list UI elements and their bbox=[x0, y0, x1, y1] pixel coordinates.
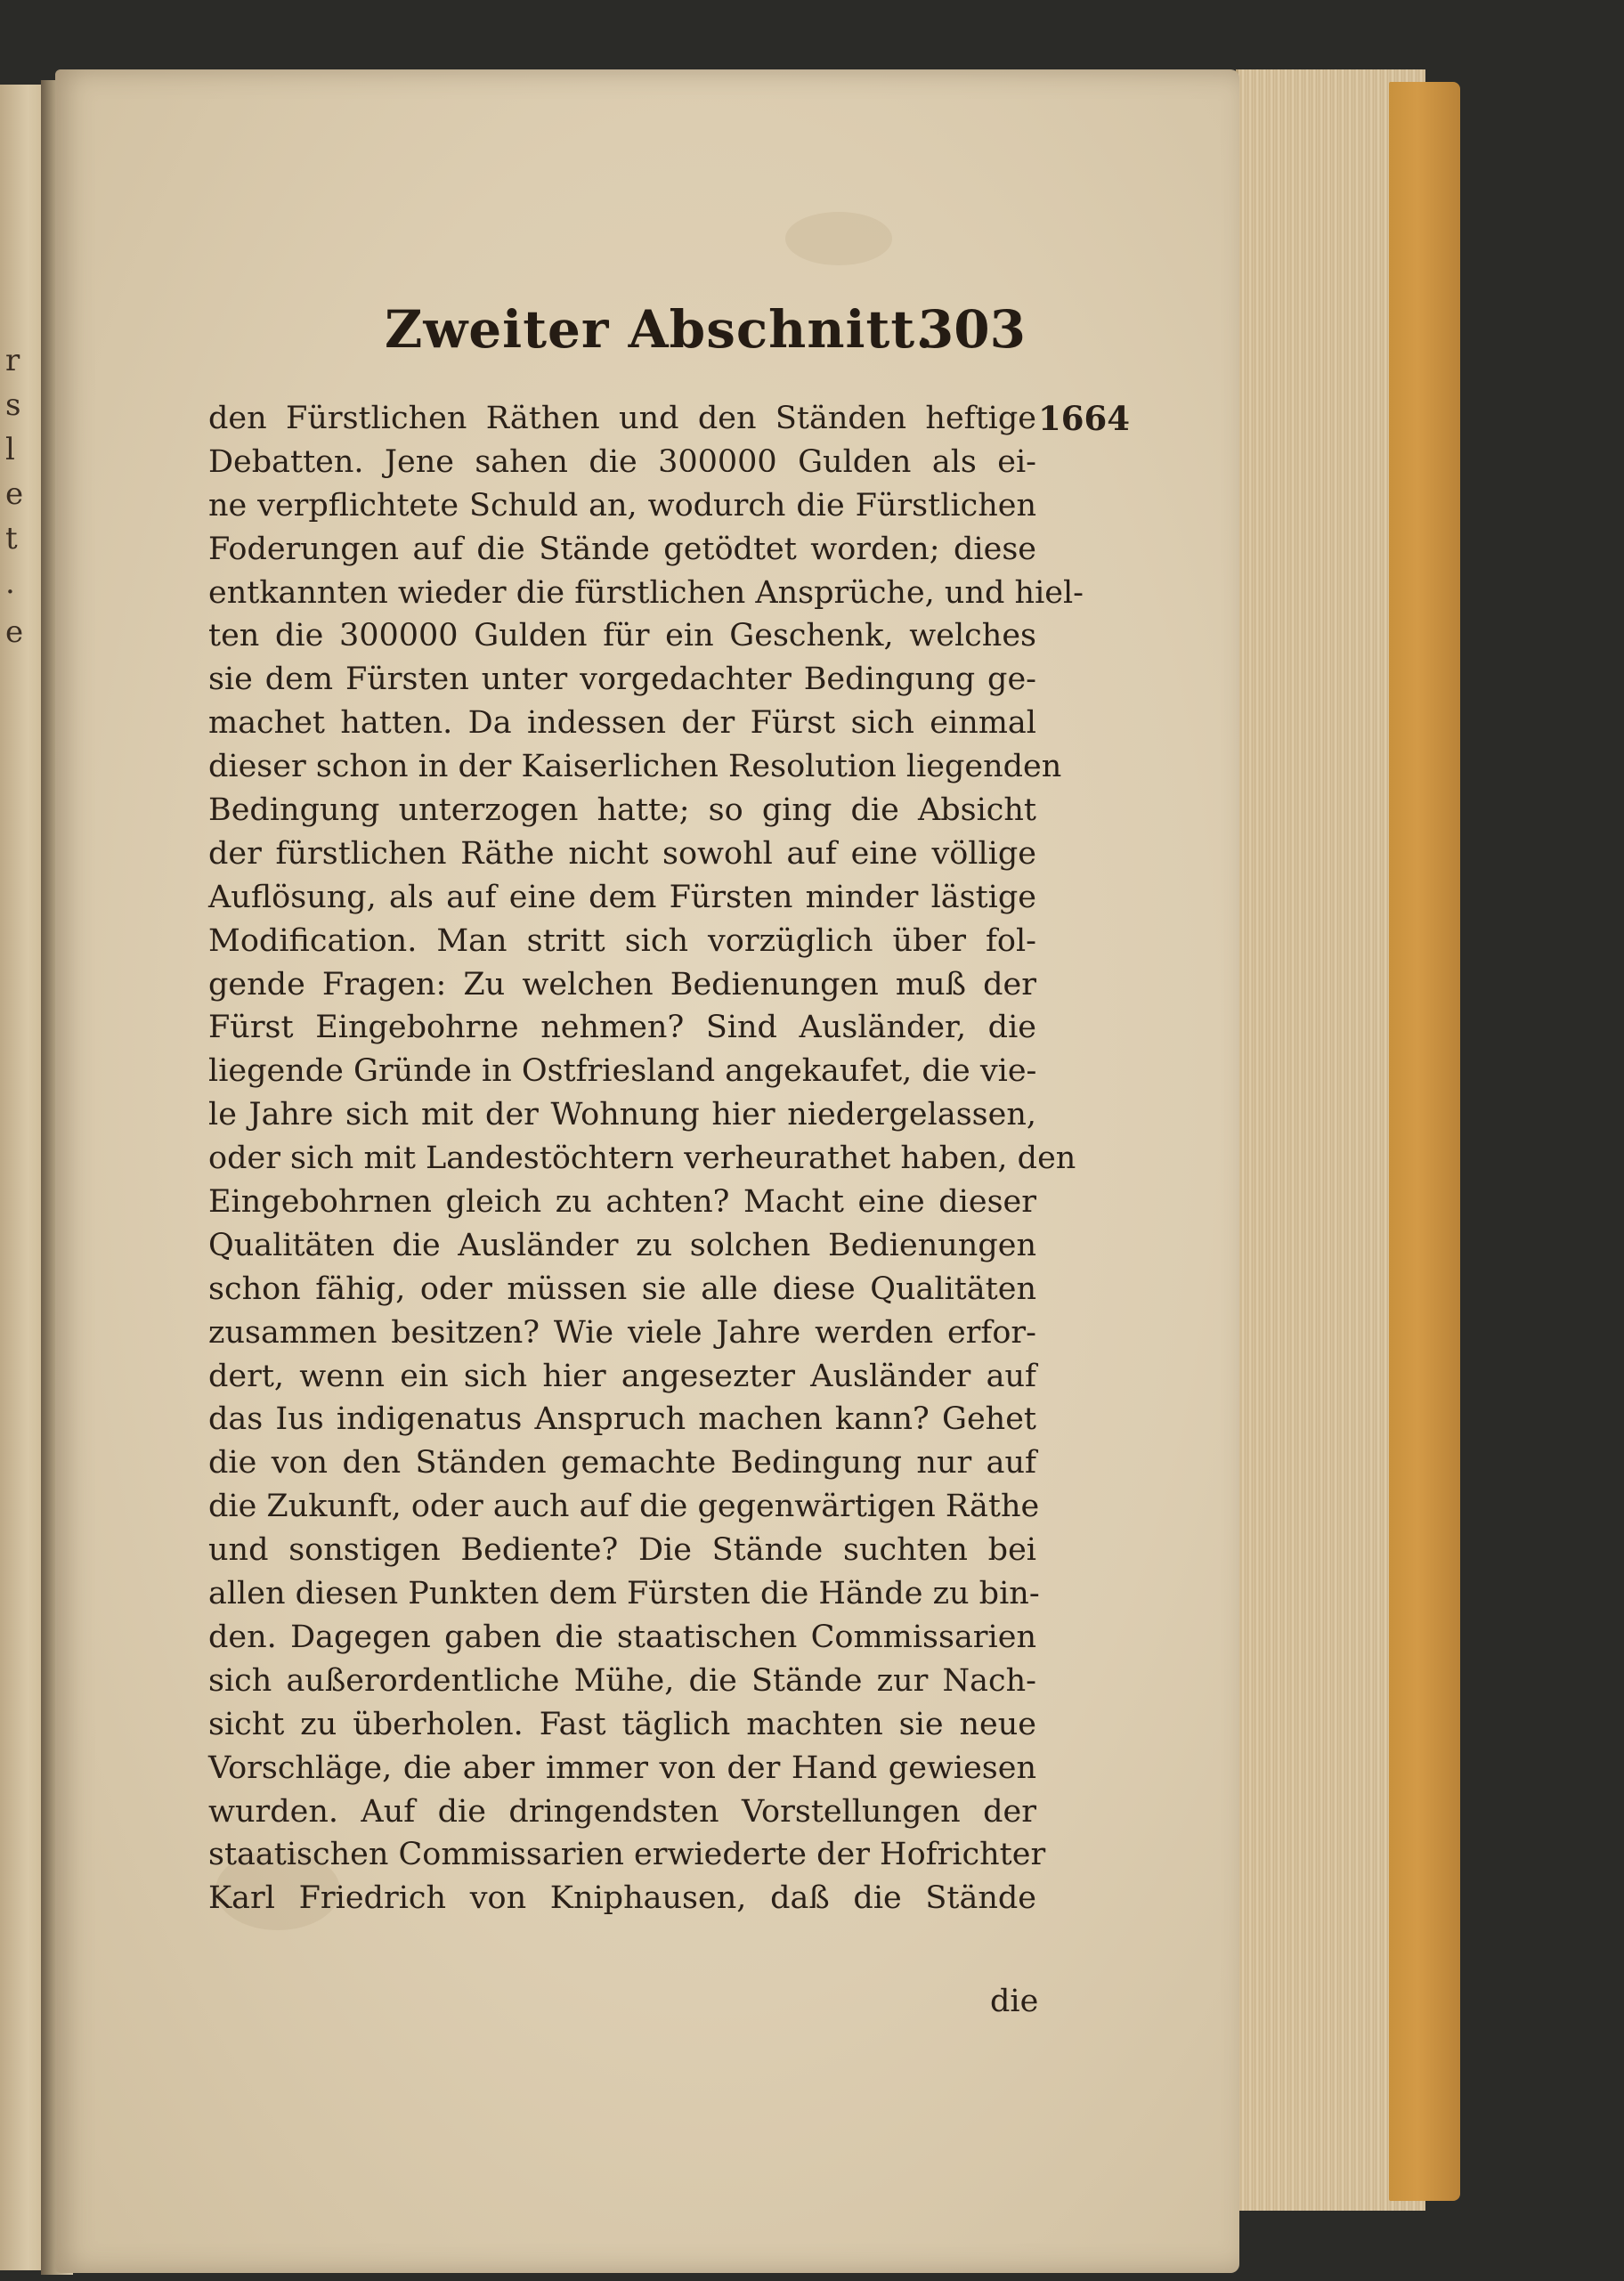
running-title: Zweiter Abschnitt. bbox=[385, 299, 935, 360]
text-line: der fürstlichen Räthe nicht sowohl auf eine völlige bbox=[208, 835, 1036, 872]
text-line: den Fürstlichen Räthen und den Ständen heftige bbox=[208, 401, 1036, 436]
text-line: Bedingung unterzogen hatte; so ging die Absicht bbox=[208, 792, 1036, 829]
page-number: 303 bbox=[917, 299, 1026, 360]
text-line: Fürst Eingebohrne nehmen? Sind Ausländer, die bbox=[208, 1010, 1036, 1046]
text-line: Modification. Man stritt sich vorzüglich über fol- bbox=[208, 922, 1036, 959]
page-header bbox=[385, 299, 1026, 370]
text-line: Vorschläge, die aber immer von der Hand gewiesen bbox=[208, 1749, 1036, 1786]
text-line: dieser schon in der Kaiserlichen Resolution liegenden bbox=[208, 749, 1062, 785]
paper-stain bbox=[785, 212, 892, 265]
catchword: die bbox=[990, 1984, 1039, 2019]
left-page-fragment: e bbox=[5, 476, 24, 512]
text-line: wurden. Auf die dringendsten Vorstellungen der bbox=[208, 1793, 1036, 1830]
text-line: die von den Ständen gemachte Bedingung nur auf bbox=[208, 1445, 1036, 1481]
margin-year-note: 1664 bbox=[1038, 399, 1130, 438]
text-line: sich außerordentliche Mühe, die Stände zur Nach- bbox=[208, 1662, 1036, 1699]
book-cover-edge bbox=[1389, 82, 1460, 2201]
left-page-fragment: . bbox=[5, 565, 15, 601]
text-line: sicht zu überholen. Fast täglich machten sie neue bbox=[208, 1706, 1036, 1742]
text-line: den. Dagegen gaben die staatischen Commissarien bbox=[208, 1619, 1036, 1655]
text-line: das Ius indigenatus Anspruch machen kann? Gehet bbox=[208, 1401, 1036, 1438]
text-line: staatischen Commissarien erwiederte der Hofrichter bbox=[208, 1837, 1046, 1873]
text-line: le Jahre sich mit der Wohnung hier niedergelassen, bbox=[208, 1097, 1036, 1133]
left-page-fragment: r bbox=[5, 343, 20, 378]
left-page-fragment: s bbox=[5, 387, 21, 423]
left-facing-page-edge bbox=[0, 85, 46, 2270]
text-line: und sonstigen Bediente? Die Stände suchten bei bbox=[208, 1532, 1036, 1569]
text-line: oder sich mit Landestöchtern verheurathet haben, den bbox=[208, 1140, 1076, 1177]
text-line: zusammen besitzen? Wie viele Jahre werden erfor- bbox=[208, 1314, 1036, 1351]
book-page bbox=[55, 69, 1239, 2273]
text-line: allen diesen Punkten dem Fürsten die Hände zu bin- bbox=[208, 1576, 1040, 1612]
text-line: Foderungen auf die Stände getödtet worden; diese bbox=[208, 531, 1036, 567]
left-page-fragment: t bbox=[5, 521, 18, 556]
text-line: entkannten wieder die fürstlichen Ansprüche, und hiel- bbox=[208, 574, 1084, 611]
text-line: liegende Gründe in Ostfriesland angekaufet, die vie- bbox=[208, 1053, 1037, 1090]
text-line: dert, wenn ein sich hier angesezter Ausländer auf bbox=[208, 1358, 1036, 1394]
text-line: ten die 300000 Gulden für ein Geschenk, welches bbox=[208, 618, 1036, 654]
text-line: Eingebohrnen gleich zu achten? Macht eine dieser bbox=[208, 1184, 1036, 1221]
text-line: gende Fragen: Zu welchen Bedienungen muß der bbox=[208, 966, 1036, 1003]
left-page-fragment: e bbox=[5, 614, 24, 650]
text-line: schon fähig, oder müssen sie alle diese Qualitäten bbox=[208, 1270, 1036, 1307]
text-line: die Zukunft, oder auch auf die gegenwärtigen Räthe bbox=[208, 1489, 1040, 1525]
text-line: machet hatten. Da indessen der Fürst sich einmal bbox=[208, 705, 1036, 742]
text-line: sie dem Fürsten unter vorgedachter Bedingung ge- bbox=[208, 662, 1036, 698]
text-line: Qualitäten die Ausländer zu solchen Bedienungen bbox=[208, 1227, 1036, 1263]
text-line: Auflösung, als auf eine dem Fürsten minder lästige bbox=[208, 879, 1036, 915]
text-line: ne verpflichtete Schuld an, wodurch die Fürstlichen bbox=[208, 487, 1036, 524]
text-line: Karl Friedrich von Kniphausen, daß die Stände bbox=[208, 1880, 1036, 1917]
text-line: Debatten. Jene sahen die 300000 Gulden als ei- bbox=[208, 443, 1036, 480]
left-page-fragment: l bbox=[5, 432, 15, 467]
